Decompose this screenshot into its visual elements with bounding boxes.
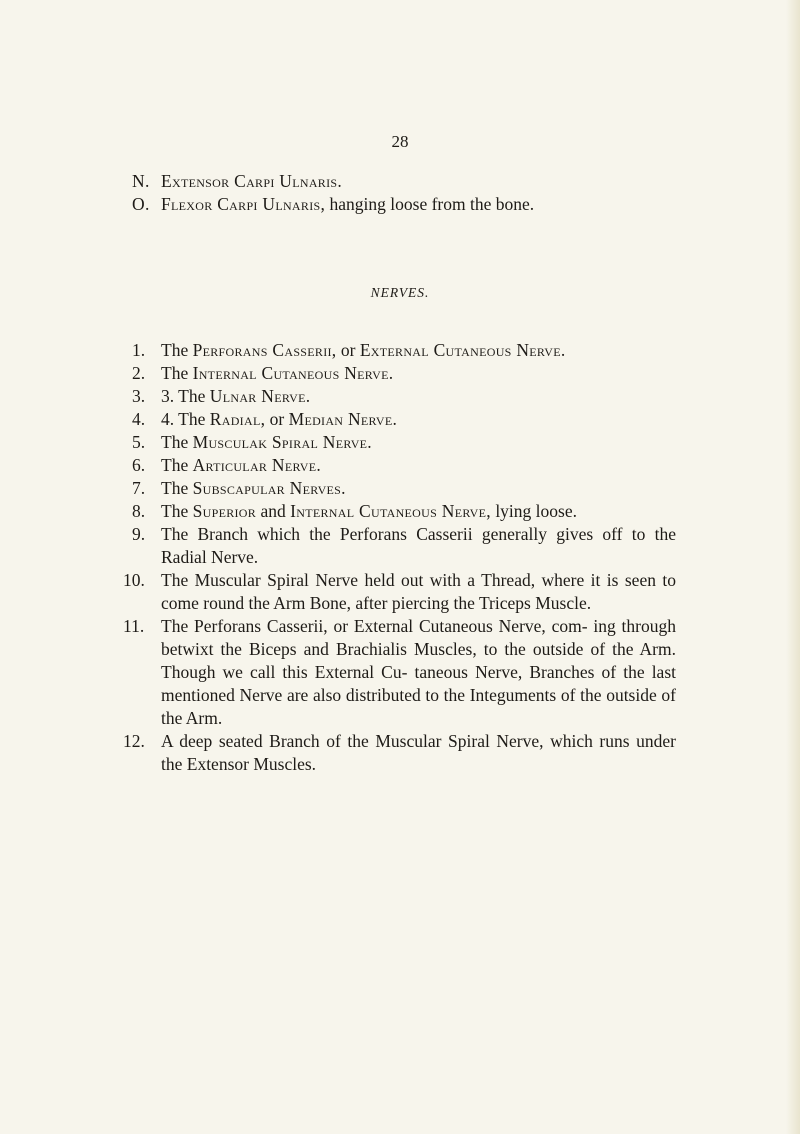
nerve-number: 5. xyxy=(132,432,146,452)
nerve-name: Articular Nerve. xyxy=(192,455,322,475)
nerve-item xyxy=(123,615,676,730)
muscle-name: Flexor Carpi Ulnaris, xyxy=(161,194,326,214)
muscle-entry-o xyxy=(132,193,692,216)
nerve-text: The Perforans Casserii, or External Cutaneous Nerve, com- ing through betwixt the Biceps and Brachialis Muscles, to the outside of the Arm. Though we call this External Cu- taneous Nerve, Branches of the last mentioned Nerve are also distributed to the Integuments of the outside of the Arm. xyxy=(161,616,676,728)
nerve-number: 7. xyxy=(132,478,146,498)
section-heading: NERVES. xyxy=(370,285,430,300)
nerve-text: and xyxy=(256,501,291,521)
nerve-name: Median Nerve. xyxy=(288,409,398,429)
muscle-name: Extensor Carpi Ulnaris. xyxy=(161,171,343,191)
nerve-text: The xyxy=(161,340,193,360)
nerve-item xyxy=(132,454,676,477)
nerve-item xyxy=(132,500,676,523)
nerve-name: Superior xyxy=(192,501,257,521)
nerve-text: lying loose. xyxy=(490,501,577,521)
nerve-text: The xyxy=(161,501,193,521)
page-edge-shadow xyxy=(786,0,800,1134)
nerve-number: 9. xyxy=(132,524,146,544)
nerve-number: 8. xyxy=(132,501,146,521)
muscle-note: hanging loose from the bone. xyxy=(325,194,535,214)
entry-label: O. xyxy=(132,194,150,214)
nerve-text: or xyxy=(265,409,289,429)
nerve-number: 3. xyxy=(132,386,146,406)
nerve-number: 1. xyxy=(132,340,146,360)
page-number: 28 xyxy=(391,132,409,151)
nerve-text: The xyxy=(161,363,193,383)
nerve-number: 11. xyxy=(123,616,145,636)
muscle-entries xyxy=(132,170,692,216)
nerve-item xyxy=(132,339,676,362)
nerve-name: Internal Cutaneous Nerve. xyxy=(192,363,394,383)
nerve-item xyxy=(123,569,676,615)
nerve-name: Musculak Spiral Nerve. xyxy=(192,432,372,452)
nerve-name: Subscapular Nerves. xyxy=(192,478,346,498)
nerve-text: or xyxy=(336,340,360,360)
nerve-number: 6. xyxy=(132,455,146,475)
nerve-name: Internal Cutaneous Nerve, xyxy=(290,501,491,521)
nerve-text: The Muscular Spiral Nerve held out with a Thread, where it is seen to come round the Arm Bone, after piercing the Triceps Muscle. xyxy=(161,570,676,613)
nerve-number: 4. xyxy=(132,409,146,429)
nerve-text: The xyxy=(161,432,193,452)
nerve-item xyxy=(132,385,676,408)
nerve-text: The xyxy=(161,478,193,498)
entry-label: N. xyxy=(132,171,150,191)
nerve-item xyxy=(132,523,676,569)
nerve-number: 2. xyxy=(132,363,146,383)
nerve-item xyxy=(123,730,676,776)
nerve-item xyxy=(132,362,676,385)
nerve-text: The xyxy=(161,455,193,475)
muscle-entry-n xyxy=(132,170,692,193)
nerve-name: External Cutaneous Nerve. xyxy=(359,340,566,360)
nerve-text: 3. The xyxy=(161,386,210,406)
nerve-text: 4. The xyxy=(161,409,210,429)
nerve-item xyxy=(132,477,676,500)
nerve-number: 10. xyxy=(123,570,145,590)
nerve-number: 12. xyxy=(123,731,145,751)
nerve-name: Radial, xyxy=(209,409,266,429)
nerve-item xyxy=(132,408,676,431)
nerve-text: A deep seated Branch of the Muscular Spiral Nerve, which runs under the Extensor Muscles. xyxy=(161,731,676,774)
nerve-item xyxy=(132,431,676,454)
nerve-text: The Branch which the Perforans Casserii generally gives off to the Radial Nerve. xyxy=(161,524,676,567)
nerve-name: Ulnar Nerve. xyxy=(209,386,311,406)
nerve-name: Perforans Casserii, xyxy=(192,340,337,360)
nerve-list xyxy=(123,339,676,776)
